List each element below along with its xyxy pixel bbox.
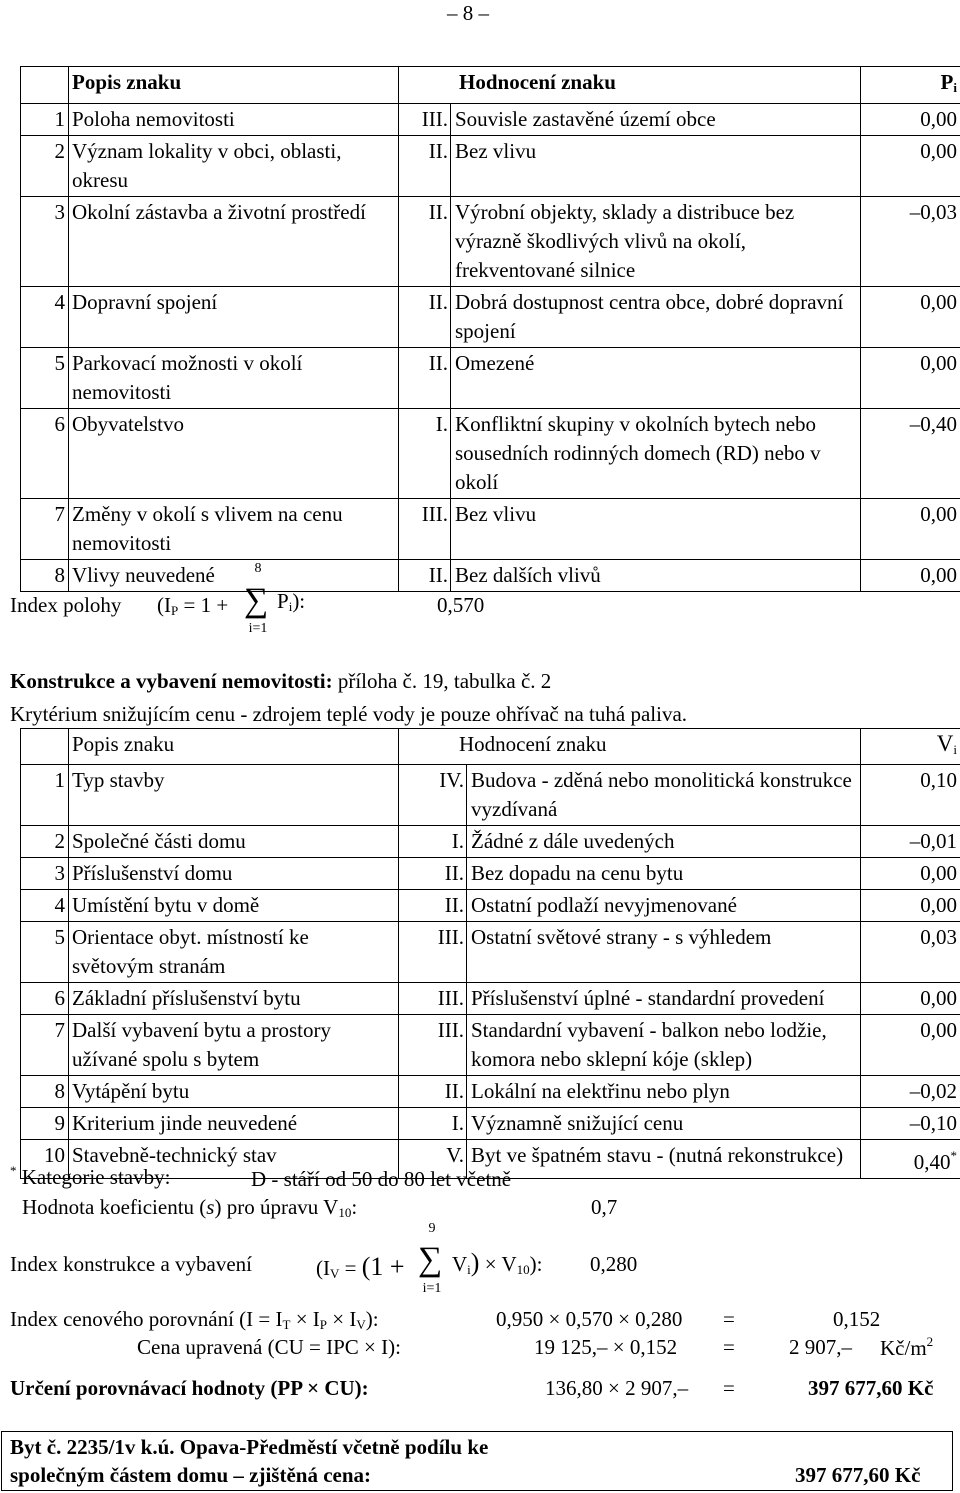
- table-row: [21, 136, 960, 197]
- porovnavaci-eq: =: [723, 1376, 735, 1400]
- index-konstrukce-formula: ($I_V = (1$ +: [316, 1252, 405, 1281]
- table-row: [21, 1015, 960, 1076]
- row-hodnoceni: Bez dalších vlivů: [451, 560, 861, 592]
- final-value: 397 677,60 Kč: [795, 1463, 921, 1487]
- row-popis: Okolní zástavba a životní prostředí: [69, 197, 399, 287]
- row-number: 4: [21, 890, 69, 922]
- footnote-kategorie: * Kategorie stavby:: [10, 1163, 171, 1189]
- index-porovnani-value: 0,152: [833, 1307, 881, 1331]
- row-value: 0,00: [861, 499, 960, 560]
- row-roman: II.: [399, 197, 451, 287]
- table-row: [21, 409, 960, 499]
- row-roman: II.: [399, 136, 451, 197]
- header-hodnoceni: Hodnocení znaku: [399, 67, 861, 104]
- row-popis: Příslušenství domu: [69, 858, 399, 890]
- row-value: –0,10: [861, 1108, 960, 1140]
- row-roman: III.: [399, 922, 467, 983]
- row-hodnoceni: Standardní vybavení - balkon nebo lodžie, komora nebo sklepní kóje (sklep): [467, 1015, 861, 1076]
- konstrukce-note: Krytérium snižujícím cenu - zdrojem teplé vody je pouze ohřívač na tuhá paliva.: [10, 702, 688, 726]
- row-roman: II.: [399, 560, 451, 592]
- row-value: 0,00: [861, 348, 960, 409]
- row-popis: Obyvatelstvo: [69, 409, 399, 499]
- row-number: 8: [21, 1076, 69, 1108]
- row-hodnoceni: Významně snižující cenu: [467, 1108, 861, 1140]
- table-row: [21, 890, 960, 922]
- row-value: 0,00: [861, 890, 960, 922]
- row-number: 9: [21, 1108, 69, 1140]
- table-row: [21, 858, 960, 890]
- row-popis: Význam lokality v obci, oblasti, okresu: [69, 136, 399, 197]
- sigma-symbol: ∑: [244, 582, 269, 619]
- row-value: 0,00: [861, 104, 960, 136]
- index-polohy-pi: $P_i$):: [277, 589, 306, 614]
- index-konstrukce-vi: $V_i) \times V_{10}$):: [452, 1248, 543, 1277]
- row-hodnoceni: Lokální na elektřinu nebo plyn: [467, 1076, 861, 1108]
- row-number: 6: [21, 983, 69, 1015]
- row-popis: Typ stavby: [69, 765, 399, 826]
- row-number: 6: [21, 409, 69, 499]
- sum-bottom: i=1: [422, 1281, 442, 1296]
- row-roman: II.: [399, 348, 451, 409]
- row-hodnoceni: Ostatní světové strany - s výhledem: [467, 922, 861, 983]
- cena-upravena-eq: =: [723, 1335, 735, 1359]
- row-number: 1: [21, 104, 69, 136]
- row-hodnoceni: Bez dopadu na cenu bytu: [467, 858, 861, 890]
- row-roman: I.: [399, 409, 451, 499]
- table-row: [21, 826, 960, 858]
- row-hodnoceni: Dobrá dostupnost centra obce, dobré dopravní spojení: [451, 287, 861, 348]
- row-hodnoceni: Žádné z dále uvedených: [467, 826, 861, 858]
- row-number: 1: [21, 765, 69, 826]
- row-number: 3: [21, 197, 69, 287]
- table-row: [21, 560, 960, 592]
- row-value: 0,40*: [861, 1140, 960, 1179]
- row-popis: Kriterium jinde neuvedené: [69, 1108, 399, 1140]
- row-popis: Poloha nemovitosti: [69, 104, 399, 136]
- row-popis: Vytápění bytu: [69, 1076, 399, 1108]
- row-value: 0,03: [861, 922, 960, 983]
- row-roman: III.: [399, 499, 451, 560]
- row-value: 0,00: [861, 1015, 960, 1076]
- row-roman: II.: [399, 890, 467, 922]
- porovnavaci-value: 397 677,60 Kč: [808, 1376, 934, 1400]
- row-roman: IV.: [399, 765, 467, 826]
- row-hodnoceni: Konfliktní skupiny v okolních bytech nebo sousedních rodinných domech (RD) nebo v okolí: [451, 409, 861, 499]
- index-konstrukce-label: Index konstrukce a vybavení: [10, 1252, 253, 1276]
- row-number: 2: [21, 136, 69, 197]
- footnote-mark: *: [950, 1148, 958, 1163]
- index-porovnani-label: Index cenového porovnání $(I = I_T \times I_P \times I_V)$:: [10, 1307, 379, 1332]
- row-value: –0,40: [861, 409, 960, 499]
- header-popis: Popis znaku: [69, 67, 399, 104]
- row-number: 7: [21, 1015, 69, 1076]
- header-vi: $V_i$: [861, 729, 960, 765]
- location-table: [20, 66, 960, 592]
- row-value: 0,00: [861, 858, 960, 890]
- table-row: [21, 1108, 960, 1140]
- row-hodnoceni: Budova - zděná nebo monolitická konstrukce vyzdívaná: [467, 765, 861, 826]
- row-number: 10: [21, 1140, 69, 1179]
- row-popis: Společné části domu: [69, 826, 399, 858]
- row-number: 3: [21, 858, 69, 890]
- row-roman: II.: [399, 858, 467, 890]
- table-row: [21, 197, 960, 287]
- row-number: 8: [21, 560, 69, 592]
- cena-upravena-calc: 19 125,– × 0,152: [534, 1335, 678, 1359]
- row-number: 5: [21, 348, 69, 409]
- row-value: 0,00: [861, 983, 960, 1015]
- row-hodnoceni: Výrobní objekty, sklady a distribuce bez výrazně škodlivých vlivů na okolí, frekventované silnice: [451, 197, 861, 287]
- row-roman: III.: [399, 983, 467, 1015]
- table-row: [21, 983, 960, 1015]
- row-popis: Změny v okolí s vlivem na cenu nemovitosti: [69, 499, 399, 560]
- table-row: [21, 499, 960, 560]
- row-popis: Dopravní spojení: [69, 287, 399, 348]
- row-roman: V.: [399, 1140, 467, 1179]
- sum-bottom: i=1: [248, 621, 268, 636]
- row-hodnoceni: Příslušenství úplné - standardní provedení: [467, 983, 861, 1015]
- cena-upravena-unit: $Kč/m^2$: [880, 1334, 934, 1360]
- row-roman: II.: [399, 1076, 467, 1108]
- table-row: [21, 104, 960, 136]
- row-hodnoceni: Bez vlivu: [451, 499, 861, 560]
- row-number: 4: [21, 287, 69, 348]
- porovnavaci-calc: 136,80 × 2 907,–: [545, 1376, 689, 1400]
- row-roman: III.: [399, 1015, 467, 1076]
- row-number: 7: [21, 499, 69, 560]
- header-popis: Popis znaku: [69, 729, 399, 765]
- table-row: [21, 1076, 960, 1108]
- table-row: [21, 922, 960, 983]
- row-popis: Vlivy neuvedené: [69, 560, 399, 592]
- cena-upravena-value: 2 907,–: [789, 1335, 852, 1359]
- index-polohy-label: Index polohy: [10, 593, 122, 617]
- row-value: 0,00: [861, 136, 960, 197]
- row-roman: III.: [399, 104, 451, 136]
- konstrukce-title: Konstrukce a vybavení nemovitosti: příloha č. 19, tabulka č. 2: [10, 669, 552, 693]
- row-popis: Umístění bytu v domě: [69, 890, 399, 922]
- row-popis: Parkovací možnosti v okolí nemovitosti: [69, 348, 399, 409]
- index-porovnani-eq: =: [723, 1307, 735, 1331]
- construction-table: [20, 728, 960, 1179]
- cena-upravena-label: Cena upravená (CU = IPC × I):: [137, 1335, 401, 1359]
- row-hodnoceni: Byt ve špatném stavu - (nutná rekonstrukce): [467, 1140, 861, 1179]
- footnote-hodnota-value: 0,7: [591, 1195, 618, 1219]
- row-roman: I.: [399, 1108, 467, 1140]
- row-number: 5: [21, 922, 69, 983]
- header-pi: $P_i$: [861, 67, 960, 104]
- index-polohy-formula: ($I_P = 1$ +: [157, 593, 229, 618]
- table-row: [21, 765, 960, 826]
- sum-top: 8: [254, 561, 262, 576]
- row-value: 0,00: [861, 287, 960, 348]
- table-header-row: [21, 67, 960, 104]
- row-popis: Stavebně-technický stav: [69, 1140, 399, 1179]
- row-hodnoceni: Bez vlivu: [451, 136, 861, 197]
- table-row: [21, 348, 960, 409]
- row-roman: I.: [399, 826, 467, 858]
- row-hodnoceni: Omezené: [451, 348, 861, 409]
- row-number: 2: [21, 826, 69, 858]
- table-row: [21, 287, 960, 348]
- row-value: –0,01: [861, 826, 960, 858]
- row-popis: Základní příslušenství bytu: [69, 983, 399, 1015]
- sigma-symbol: ∑: [418, 1241, 443, 1278]
- row-value: –0,03: [861, 197, 960, 287]
- table-header-row: [21, 729, 960, 765]
- footnote-hodnota: Hodnota koeficientu (s) pro úpravu $V_{10}$:: [22, 1195, 358, 1220]
- index-porovnani-calc: 0,950 × 0,570 × 0,280: [496, 1307, 683, 1331]
- header-hodnoceni: Hodnocení znaku: [399, 729, 861, 765]
- index-polohy-value: 0,570: [437, 593, 485, 617]
- row-popis: Orientace obyt. místností ke světovým stranám: [69, 922, 399, 983]
- row-value: 0,00: [861, 560, 960, 592]
- index-konstrukce-value: 0,280: [590, 1252, 638, 1276]
- sum-top: 9: [428, 1221, 436, 1236]
- row-roman: II.: [399, 287, 451, 348]
- porovnavaci-label: Určení porovnávací hodnoty (PP × CU):: [10, 1376, 369, 1400]
- row-hodnoceni: Souvisle zastavěné území obce: [451, 104, 861, 136]
- final-line-2: společným částem domu – zjištěná cena:: [10, 1463, 372, 1487]
- row-popis: Další vybavení bytu a prostory užívané spolu s bytem: [69, 1015, 399, 1076]
- final-line-1: Byt č. 2235/1v k.ú. Opava-Předměstí včetně podílu ke: [10, 1435, 489, 1459]
- row-value: 0,10: [861, 765, 960, 826]
- page-number: – 8 –: [447, 1, 489, 25]
- row-value: –0,02: [861, 1076, 960, 1108]
- footnote-kategorie-value: D - stáří od 50 do 80 let včetně: [251, 1167, 512, 1191]
- row-hodnoceni: Ostatní podlaží nevyjmenované: [467, 890, 861, 922]
